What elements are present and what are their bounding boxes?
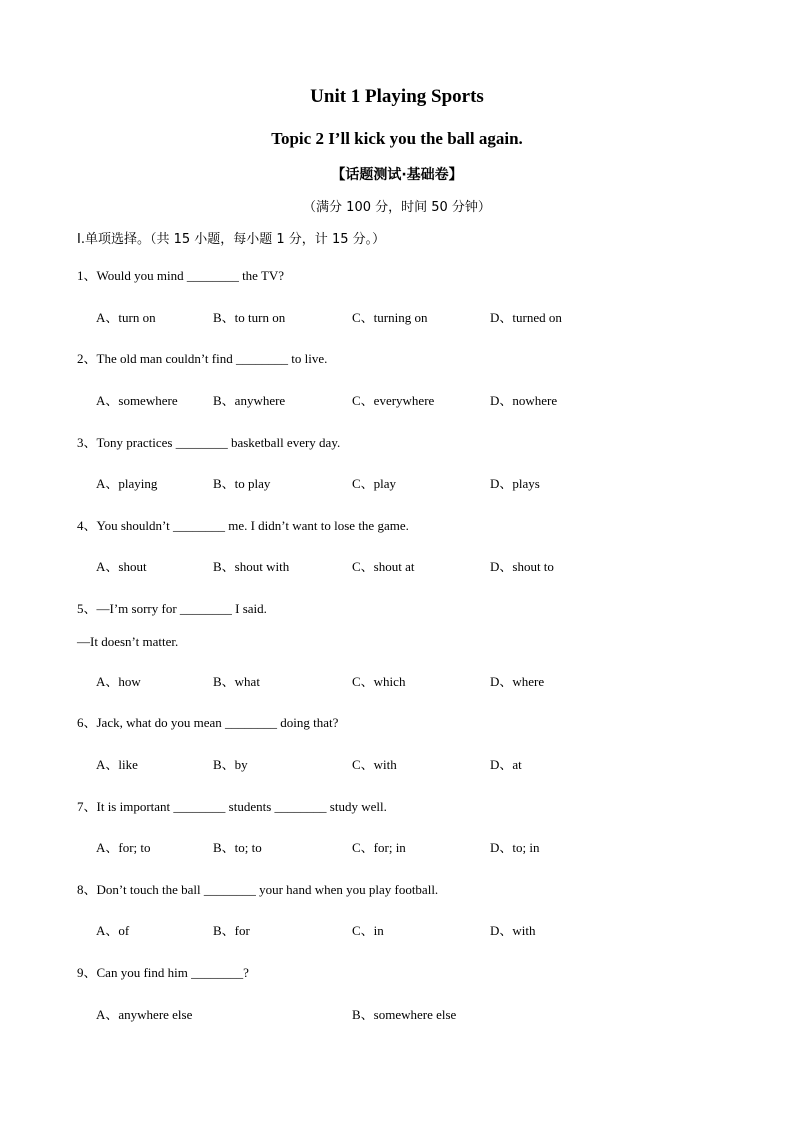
- question-5-option-a[interactable]: A、how: [96, 674, 141, 689]
- question-5-option-b[interactable]: B、what: [213, 674, 260, 689]
- question-8-option-a[interactable]: A、of: [96, 923, 130, 938]
- question-9-option-b[interactable]: B、somewhere else: [352, 1007, 457, 1022]
- question-5-reply: —It doesn’t matter.: [77, 634, 179, 649]
- question-3-option-b[interactable]: B、to play: [213, 476, 271, 491]
- question-5-option-c[interactable]: C、which: [352, 674, 406, 689]
- question-6-option-c[interactable]: C、with: [352, 757, 397, 772]
- question-8-stem: 8、Don’t touch the ball ________ your hand when you play football.: [77, 882, 439, 897]
- question-4-option-b[interactable]: B、shout with: [213, 559, 290, 574]
- question-3-option-a[interactable]: A、playing: [96, 476, 158, 491]
- question-4-stem: 4、You shouldn’t ________ me. I didn’t want to lose the game.: [77, 518, 409, 533]
- question-7-option-c[interactable]: C、for; in: [352, 840, 406, 855]
- question-4-option-a[interactable]: A、shout: [96, 559, 147, 574]
- question-2-option-c[interactable]: C、everywhere: [352, 393, 435, 408]
- question-8-option-c[interactable]: C、in: [352, 923, 384, 938]
- question-6-option-d[interactable]: D、at: [490, 757, 522, 772]
- question-1-option-a[interactable]: A、turn on: [96, 310, 156, 325]
- question-7-option-a[interactable]: A、for; to: [96, 840, 151, 855]
- question-5-option-d[interactable]: D、where: [490, 674, 545, 689]
- question-3-option-c[interactable]: C、play: [352, 476, 397, 491]
- question-7-option-b[interactable]: B、to; to: [213, 840, 262, 855]
- question-7-option-d[interactable]: D、to; in: [490, 840, 540, 855]
- question-1-stem: 1、Would you mind ________ the TV?: [77, 268, 285, 283]
- question-1-option-b[interactable]: B、to turn on: [213, 310, 286, 325]
- question-2-option-a[interactable]: A、somewhere: [96, 393, 178, 408]
- question-6-stem: 6、Jack, what do you mean ________ doing that?: [77, 715, 339, 730]
- question-2-option-d[interactable]: D、nowhere: [490, 393, 558, 408]
- question-4-option-d[interactable]: D、shout to: [490, 559, 554, 574]
- question-2-stem: 2、The old man couldn’t find ________ to live.: [77, 351, 328, 366]
- question-2-option-b[interactable]: B、anywhere: [213, 393, 286, 408]
- topic-title: Topic 2 I’ll kick you the ball again.: [271, 129, 523, 148]
- question-9-option-a[interactable]: A、anywhere else: [96, 1007, 193, 1022]
- question-8-option-b[interactable]: B、for: [213, 923, 250, 938]
- question-1-option-c[interactable]: C、turning on: [352, 310, 428, 325]
- section-title: I.单项选择。（共 15 小题，每小题 1 分，计 15 分。）: [77, 232, 386, 247]
- question-6-option-b[interactable]: B、by: [213, 757, 248, 772]
- page-title: Unit 1 Playing Sports: [310, 86, 484, 107]
- question-9-stem: 9、Can you find him ________?: [77, 965, 249, 980]
- question-7-stem: 7、It is important ________ students ________ study well.: [77, 799, 387, 814]
- question-5-stem: 5、—I’m sorry for ________ I said.: [77, 601, 267, 616]
- question-8-option-d[interactable]: D、with: [490, 923, 536, 938]
- question-4-option-c[interactable]: C、shout at: [352, 559, 415, 574]
- test-tag: 【话题测试·基础卷】: [331, 167, 463, 183]
- question-6-option-a[interactable]: A、like: [96, 757, 138, 772]
- question-1-option-d[interactable]: D、turned on: [490, 310, 562, 325]
- question-3-option-d[interactable]: D、plays: [490, 476, 540, 491]
- question-3-stem: 3、Tony practices ________ basketball every day.: [77, 435, 341, 450]
- score-info: （满分 100 分，时间 50 分钟）: [303, 200, 491, 215]
